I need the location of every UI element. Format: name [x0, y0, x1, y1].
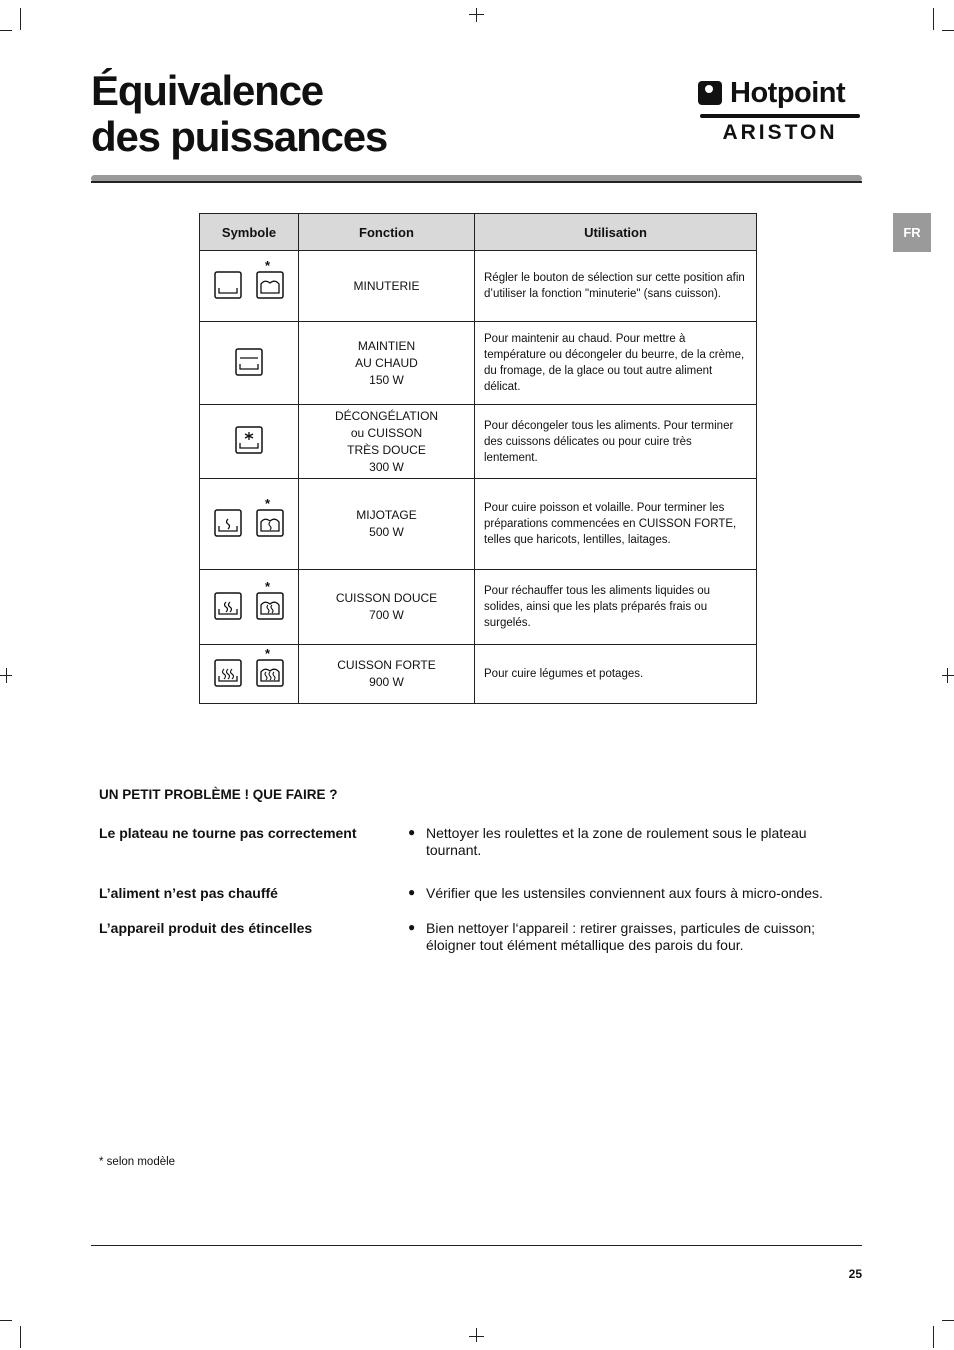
- solution-text: Bien nettoyer l‘appareil : retirer graisses, particules de cuisson; éloigner tout élément métallique des parois du four.: [426, 920, 816, 953]
- bullet-icon: ●: [408, 920, 416, 934]
- crop-mark: [933, 8, 934, 30]
- symbol-cell: [200, 322, 299, 405]
- crop-mark: [942, 1320, 954, 1321]
- power-equivalence-table: [199, 213, 757, 704]
- problem-label: L’aliment n’est pas chauffé: [99, 885, 278, 901]
- crop-mark: [476, 1328, 477, 1342]
- asterisk: *: [265, 495, 271, 511]
- asterisk: *: [265, 578, 271, 594]
- function-power: 150 W: [369, 372, 404, 387]
- crop-mark: [942, 675, 954, 676]
- header-usage: Utilisation: [475, 214, 757, 251]
- function-cell: [299, 570, 475, 645]
- header-symbol: Symbole: [200, 214, 299, 251]
- keep-warm-icon: [235, 348, 263, 379]
- usage-cell: Pour maintenir au chaud. Pour mettre à température ou décongeler du beurre, de la crème, du fromage, de la glace ou tout autre aliment délicat.: [475, 322, 757, 405]
- usage-cell: Pour cuire poisson et volaille. Pour terminer les préparations commencées en CUISSON FORTE, telles que haricots, lentilles, laitages.: [475, 479, 757, 570]
- brand-subname: ARISTON: [722, 121, 838, 144]
- symbol-cell: [200, 251, 299, 322]
- grill-simmer-icon: [256, 495, 284, 540]
- table-row: [200, 479, 757, 570]
- function-label: ou CUISSON: [350, 425, 423, 440]
- grill-high-power-icon: [256, 645, 284, 690]
- crop-mark: [933, 1326, 934, 1348]
- timer-icon: [214, 271, 242, 302]
- grill-low-power-icon: [256, 578, 284, 623]
- bullet-icon: ●: [408, 825, 416, 839]
- usage-cell: Pour cuire légumes et potages.: [475, 645, 757, 704]
- function-cell: [299, 251, 475, 322]
- bullet-icon: ●: [408, 885, 416, 899]
- function-cell: [299, 322, 475, 405]
- crop-mark: [20, 1326, 21, 1348]
- language-tab: FR: [893, 213, 931, 252]
- function-label: TRÈS DOUCE: [347, 442, 426, 457]
- brand-mark-icon: [698, 81, 722, 105]
- function-label: AU CHAUD: [355, 355, 418, 370]
- low-power-icon: [214, 592, 242, 623]
- symbol-cell: [200, 405, 299, 479]
- usage-cell: Pour décongeler tous les aliments. Pour terminer des cuissons délicates ou pour cuire très lentement.: [475, 405, 757, 479]
- function-label: DÉCONGÉLATION: [334, 408, 439, 423]
- function-label: CUISSON FORTE: [337, 658, 436, 672]
- crop-mark: [469, 14, 484, 15]
- page-title-line-2: des puissances: [91, 113, 388, 160]
- list-item: [99, 825, 859, 885]
- asterisk: *: [265, 257, 271, 273]
- footnote: * selon modèle: [99, 1156, 176, 1168]
- usage-cell: Régler le bouton de sélection sur cette position afin d’utiliser la fonction "minuterie" (sans cuisson).: [475, 251, 757, 322]
- solution-text: Vérifier que les ustensiles conviennent aux fours à micro-ondes.: [426, 885, 823, 901]
- function-power: 900 W: [369, 675, 404, 689]
- asterisk: *: [265, 645, 271, 661]
- table-row: [200, 251, 757, 322]
- function-cell: [299, 479, 475, 570]
- footer-rule: [91, 1245, 862, 1246]
- crop-mark: [476, 8, 477, 22]
- solution-text: Nettoyer les roulettes et la zone de roulement sous le plateau tournant.: [426, 825, 807, 858]
- brand-logo: [698, 76, 862, 146]
- table-header-row: [200, 214, 757, 251]
- function-power: 300 W: [369, 459, 404, 474]
- troubleshooting-list: [99, 825, 859, 960]
- symbol-cell: [200, 645, 299, 704]
- crop-mark: [947, 668, 948, 683]
- grill-timer-icon: [256, 257, 284, 302]
- header-rule-line: [91, 181, 862, 183]
- brand-name: Hotpoint: [730, 76, 846, 109]
- function-label: MAINTIEN: [357, 338, 416, 353]
- function-label: CUISSON DOUCE: [335, 591, 438, 605]
- problem-label: Le plateau ne tourne pas correctement: [99, 825, 357, 841]
- function-cell: [299, 645, 475, 704]
- problem-label: L’appareil produit des étincelles: [99, 920, 313, 936]
- troubleshooting-title: UN PETIT PROBLÈME ! QUE FAIRE ?: [99, 787, 338, 802]
- function-label: MINUTERIE: [353, 278, 420, 293]
- crop-mark: [0, 1320, 12, 1321]
- crop-mark: [469, 1336, 484, 1337]
- table-row: [200, 570, 757, 645]
- table-row: [200, 322, 757, 405]
- simmer-icon: [214, 509, 242, 540]
- table-row: [200, 645, 757, 704]
- function-power: 700 W: [369, 608, 404, 622]
- high-power-icon: [214, 659, 242, 690]
- symbol-cell: [200, 479, 299, 570]
- function-label: MIJOTAGE: [356, 508, 417, 522]
- header-function: Fonction: [299, 214, 475, 251]
- page-number: 25: [848, 1267, 862, 1281]
- brand-divider: [700, 114, 860, 118]
- function-cell: [299, 405, 475, 479]
- symbol-cell: [200, 570, 299, 645]
- list-item: [99, 920, 859, 960]
- crop-mark: [20, 8, 21, 30]
- defrost-icon: [235, 426, 263, 457]
- crop-mark: [0, 30, 12, 31]
- function-power: 500 W: [369, 525, 404, 539]
- crop-mark: [942, 30, 954, 31]
- usage-cell: Pour réchauffer tous les aliments liquides ou solides, ainsi que les plats préparés frais ou surgelés.: [475, 570, 757, 645]
- list-item: [99, 885, 859, 920]
- page-title-line-1: Équivalence: [91, 67, 323, 114]
- page-title: [91, 68, 387, 160]
- table-row: [200, 405, 757, 479]
- crop-mark: [6, 668, 7, 683]
